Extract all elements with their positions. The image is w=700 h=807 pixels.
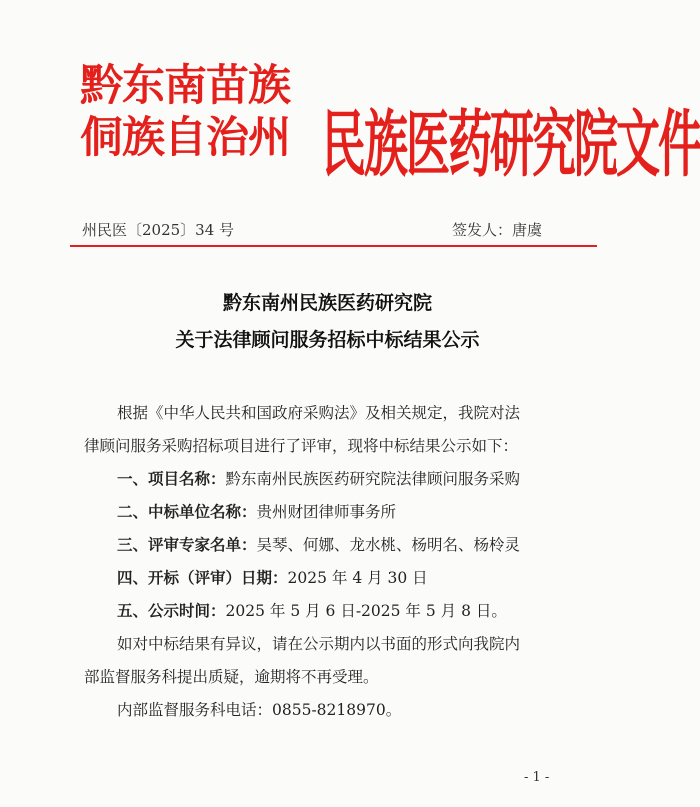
item-publicity-period: [84, 595, 584, 628]
issuer: 签发人：唐虞: [452, 221, 543, 239]
item-label: 五、公示时间：: [117, 602, 226, 620]
item-label: 二、中标单位名称：: [117, 503, 257, 521]
title-line-2: 关于法律顾问服务招标中标结果公示: [175, 329, 480, 351]
item-project-name: [84, 463, 584, 496]
page-number: - 1 -: [524, 770, 550, 785]
item-expert-list: [84, 529, 584, 562]
item-value: 2025 年 5 月 6 日-2025 年 5 月 8 日。: [225, 602, 507, 620]
notice-body: [84, 397, 584, 727]
intro-line-2: 律顾问服务采购招标项目进行了评审，现将中标结果公示如下：: [84, 437, 519, 455]
title-line-1: 黔东南州民族医药研究院: [222, 292, 432, 314]
item-label: 一、项目名称：: [117, 470, 226, 488]
header-org-line-1: 黔东南苗族: [80, 61, 290, 111]
item-value: 黔东南州民族医药研究院法律顾问服务采购: [225, 470, 521, 488]
header-org-line-2: 侗族自治州: [80, 113, 290, 163]
item-label: 三、评审专家名单：: [117, 536, 257, 554]
objection-line-1: 如对中标结果有异议，请在公示期内以书面的形式向我院内: [117, 635, 521, 653]
header-org-name: [80, 60, 320, 164]
document-number: 州民医〔2025〕34 号: [82, 221, 235, 239]
item-label: 四、开标（评审）日期：: [117, 569, 288, 587]
objection-line-2: 部监督服务科提出质疑，逾期将不再受理。: [84, 668, 379, 686]
item-value: 吴琴、何娜、龙水桃、杨明名、杨柃灵: [256, 536, 521, 554]
item-opening-date: [84, 562, 584, 595]
red-divider: [70, 245, 597, 247]
item-value: 贵州财团律师事务所: [256, 503, 397, 521]
header-doc-type: 民族医药研究院文件: [322, 103, 700, 188]
intro-line-1: 根据《中华人民共和国政府采购法》及相关规定，我院对法: [117, 404, 521, 422]
contact-phone: 内部监督服务科电话：0855-8218970。: [117, 701, 402, 719]
item-winning-bidder: [84, 496, 584, 529]
item-value: 2025 年 4 月 30 日: [287, 569, 428, 587]
